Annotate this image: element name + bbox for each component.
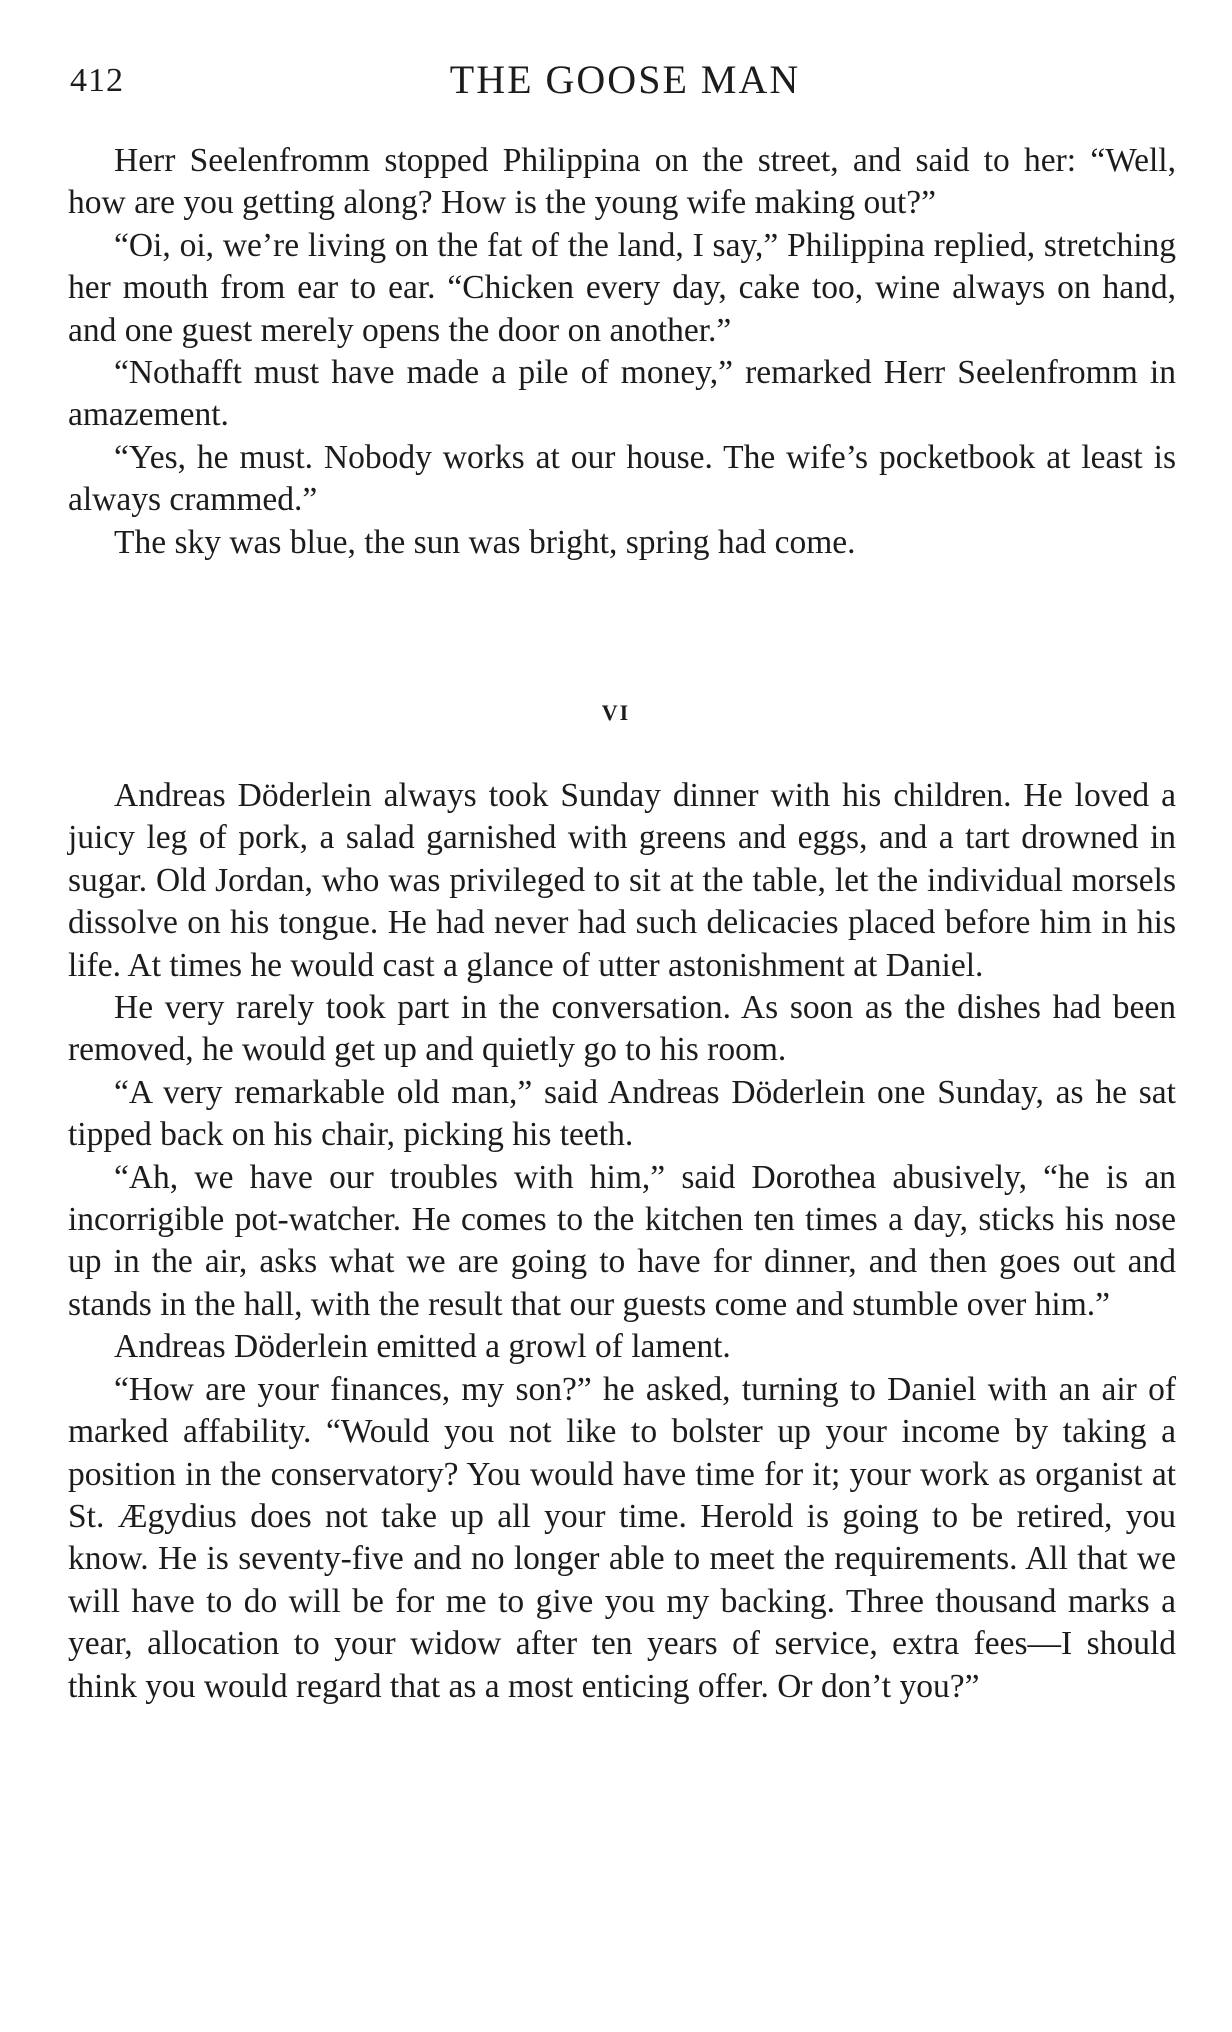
paragraph: Herr Seelenfromm stopped Philippina on the street, and said to her: “Well, how are you getting along? How is the young wife making out?” [68,142,1176,222]
section-number: VI [601,700,631,725]
text-block-top [68,140,1176,564]
paragraph: The sky was blue, the sun was bright, spring had come. [114,523,856,561]
paragraph: “A very remarkable old man,” said Andreas Döderlein one Sunday, as he sat tipped back on his chair, picking his teeth. [68,1073,1176,1154]
text-block-bottom [68,775,1176,1708]
paragraph: “Yes, he must. Nobody works at our house. The wife’s pocketbook at least is always crammed.” [68,438,1176,519]
paragraph: “Nothafft must have made a pile of money,” remarked Herr Seelenfromm in amazement. [68,354,1176,434]
paragraph: “Ah, we have our troubles with him,” said Dorothea abusively, “he is an incorrigible pot-watcher. He comes to the kitchen ten times a day, sticks his nose up in the air, asks what we are going to have for dinner, and then goes out and stands in the hall, with the result that our guests come and stumble over him.” [68,1158,1176,1323]
paragraph: “How are your finances, my son?” he asked, turning to Daniel with an air of marked affability. “Would you not like to bolster up your income by taking a position in the conservatory? You would have time for it; your work as organist at St. Ægydius does not take up all your time. Herold is going to be retired, you know. He is seventy-five and no longer able to meet the requirements. All that we will have to do will be for me to give you my backing. Three thousand marks a year, allocation to your widow after ten years of service, extra fees—I should think you would regard that as a most enticing offer. Or don’t you?” [68,1370,1176,1705]
running-title: THE GOOSE MAN [449,57,801,102]
paragraph: Andreas Döderlein always took Sunday dinner with his children. He loved a juicy leg of pork, a salad garnished with greens and eggs, and a tart drowned in sugar. Old Jordan, who was privileged to sit at the table, let the individual morsels dissolve on his tongue. He had never had such delicacies placed before him in his life. At times he would cast a glance of utter astonishment at Daniel. [68,777,1176,984]
page-header [70,52,1180,112]
page-number: 412 [70,62,124,99]
paragraph: He very rarely took part in the conversation. As soon as the dishes had been removed, he would get up and quietly go to his room. [68,989,1176,1069]
paragraph: Andreas Döderlein emitted a growl of lament. [114,1328,731,1366]
paragraph: “Oi, oi, we’re living on the fat of the land, I say,” Philippina replied, stretching her mouth from ear to ear. “Chicken every day, cake too, wine always on hand, and one guest merely opens the door on another.” [68,226,1176,349]
